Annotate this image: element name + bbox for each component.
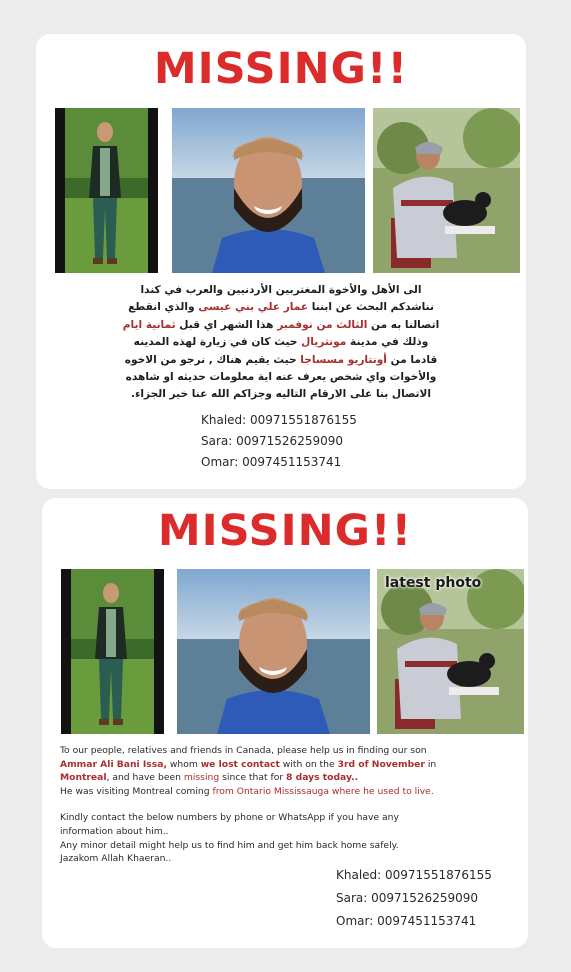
contact-khaled: Khaled: 00971551876155 xyxy=(336,868,492,882)
contact-khaled: Khaled: 00971551876155 xyxy=(201,413,357,427)
contact-sara: Sara: 00971526259090 xyxy=(336,891,479,905)
english-line: Any minor detail might help us to find him and get him back home safely. xyxy=(60,839,399,851)
arabic-line: والأخوات واي شخص يعرف عنه اية معلومات حديثه او شاهده xyxy=(125,371,437,384)
poster-title: MISSING!! xyxy=(157,506,413,556)
photo-selfie-lake xyxy=(177,569,370,734)
english-line: He was visiting Montreal coming from Ontario Mississauga where he used to live. xyxy=(60,785,434,797)
poster-title: MISSING!! xyxy=(153,44,409,94)
photo-latest-with-cat xyxy=(377,569,524,734)
english-line: Kindly contact the below numbers by phone or WhatsApp if you have any xyxy=(60,812,399,824)
arabic-appeal-text xyxy=(66,282,496,404)
english-line: To our people, relatives and friends in Canada, please help us in finding our son xyxy=(60,745,427,756)
arabic-line: اتصالنا به من الثالث من نوفمبر هذا الشهر اي قبل ثمانية ايام xyxy=(122,318,440,331)
contact-omar: Omar: 0097451153741 xyxy=(201,455,342,469)
arabic-line: وذلك في مدينة مونتريال حيث كان في زيارة لهذه المدينه xyxy=(133,336,429,349)
missing-poster-english xyxy=(42,498,528,948)
photo-standing-man xyxy=(55,108,158,273)
arabic-line: الى الأهل والأخوة المغتربين الأردنيين والعرب في كندا xyxy=(140,284,422,296)
missing-poster-arabic xyxy=(36,34,526,489)
latest-photo-label: latest photo xyxy=(385,575,482,591)
photo-selfie-lake xyxy=(172,108,365,273)
contact-omar: Omar: 0097451153741 xyxy=(336,914,477,928)
english-line: Jazakom Allah Khaeran.. xyxy=(60,853,172,865)
english-line: Montreal, and have been missing since that for 8 days today.. xyxy=(60,772,359,784)
photo-standing-man xyxy=(61,569,164,734)
contact-list xyxy=(336,864,492,933)
arabic-line: نناشدكم البحث عن ابننا عمار علي بني عيسى والذي انقطع xyxy=(128,301,434,314)
contact-sara: Sara: 00971526259090 xyxy=(201,434,344,448)
arabic-line: قادما من أونتاريو مسساجا حيث يقيم هناك , نرجو من الاخوه xyxy=(124,353,438,366)
arabic-line: الاتصال بنا على الارقام التاليه وجزاكم الله عنا خير الجزاء. xyxy=(130,388,432,401)
photo-with-cat xyxy=(373,108,520,273)
english-line: Ammar Ali Bani Issa, whom we lost contact with on the 3rd of November in xyxy=(60,758,437,770)
english-appeal-text xyxy=(60,744,520,866)
english-line: information about him.. xyxy=(60,825,169,837)
contact-list xyxy=(201,410,357,473)
